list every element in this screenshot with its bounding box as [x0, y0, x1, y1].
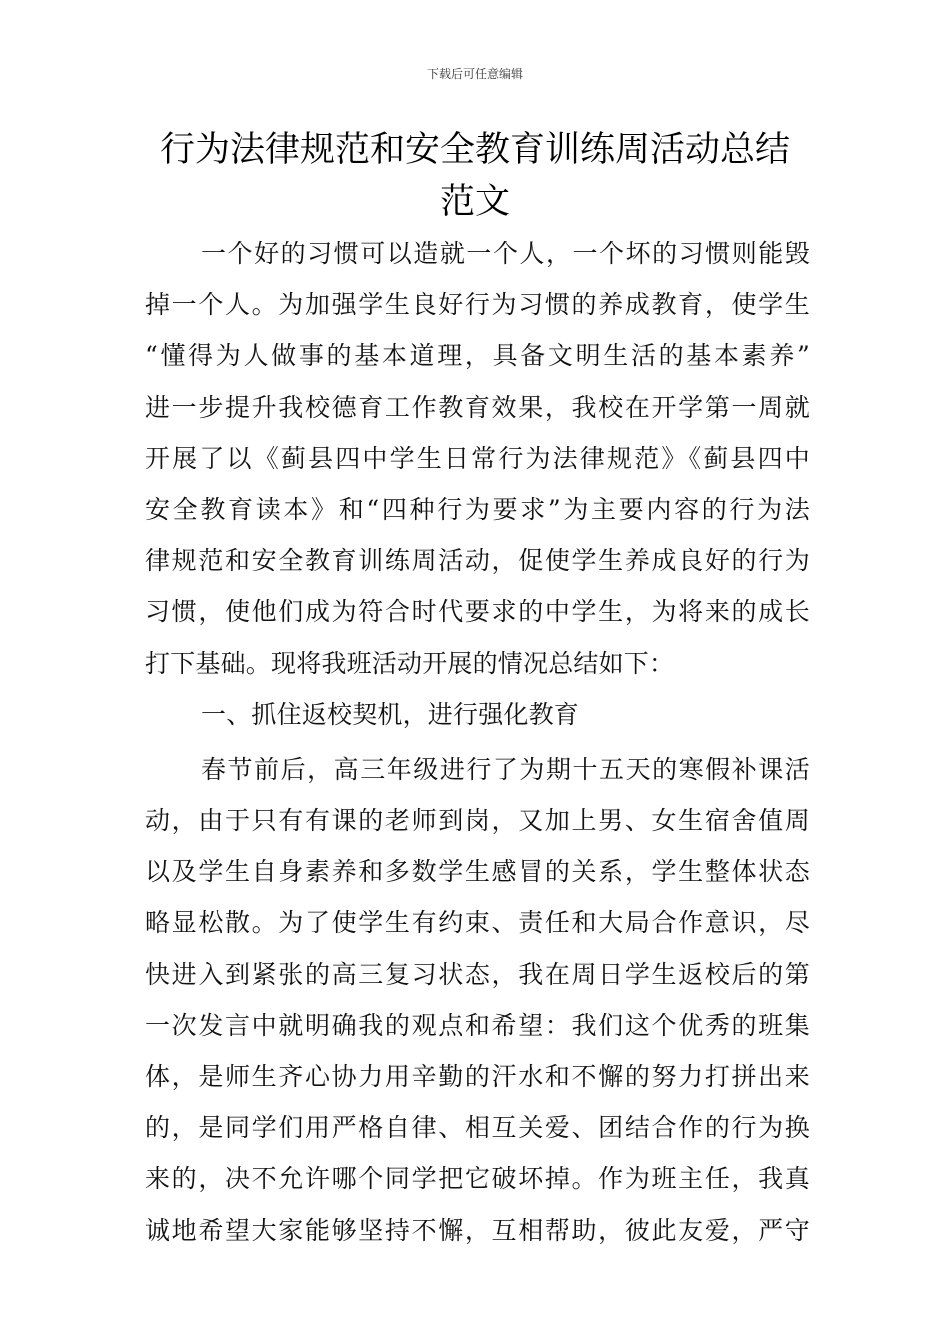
text-line: “懂得为人做事的基本道理，具备文明生活的基本素养” [145, 341, 810, 371]
text-line: 一次发言中就明确我的观点和希望：我们这个优秀的班集 [145, 1010, 810, 1040]
header-note: 下载后可任意编辑 [426, 67, 523, 81]
text-line: 略显松散。为了使学生有约束、责任和大局合作意识，尽 [145, 908, 810, 938]
text-line: 快进入到紧张的高三复习状态，我在周日学生返校后的第 [145, 959, 810, 989]
document-body [145, 228, 810, 1256]
text-line: 以及学生自身素养和多数学生感冒的关系，学生整体状态 [145, 857, 810, 887]
text-line: 掉一个人。为加强学生良好行为习惯的养成教育，使学生 [145, 290, 810, 320]
text-line: 来的，决不允许哪个同学把它破坏掉。作为班主任，我真 [145, 1164, 810, 1194]
title-line-1: 行为法律规范和安全教育训练周活动总结 [159, 130, 790, 170]
paragraph-intro [145, 228, 810, 689]
text-line: 一个好的习惯可以造就一个人，一个坏的习惯则能毁 [201, 239, 810, 268]
text-line: 安全教育读本》和“四种行为要求”为主要内容的行为法 [145, 494, 810, 524]
text-line: 律规范和安全教育训练周活动，促使学生养成良好的行为 [145, 546, 810, 576]
text-line: 进一步提升我校德育工作教育效果，我校在开学第一周就 [145, 392, 810, 422]
text-line: 体，是师生齐心协力用辛勤的汗水和不懈的努力打拼出来 [145, 1062, 810, 1091]
text-line: 诚地希望大家能够坚持不懈，互相帮助，彼此友爱，严守 [145, 1215, 810, 1245]
section-heading [145, 689, 810, 740]
text-line: 开展了以《蓟县四中学生日常行为法律规范》《蓟县四中 [145, 443, 810, 473]
title-line-2: 范文 [439, 182, 510, 222]
text-line: 打下基础。现将我班活动开展的情况总结如下： [145, 648, 675, 678]
document-title [130, 124, 820, 228]
text-line: 的，是同学们用严格自律、相互关爱、团结合作的行为换 [145, 1113, 810, 1143]
text-line: 春节前后，高三年级进行了为期十五天的寒假补课活 [201, 754, 810, 784]
paragraph-section-one [145, 744, 810, 1256]
section-heading-text: 一、抓住返校契机，进行强化教育 [201, 699, 580, 729]
text-line: 动，由于只有有课的老师到岗，又加上男、女生宿舍值周 [145, 806, 810, 836]
text-line: 习惯，使他们成为符合时代要求的中学生，为将来的成长 [145, 597, 810, 627]
